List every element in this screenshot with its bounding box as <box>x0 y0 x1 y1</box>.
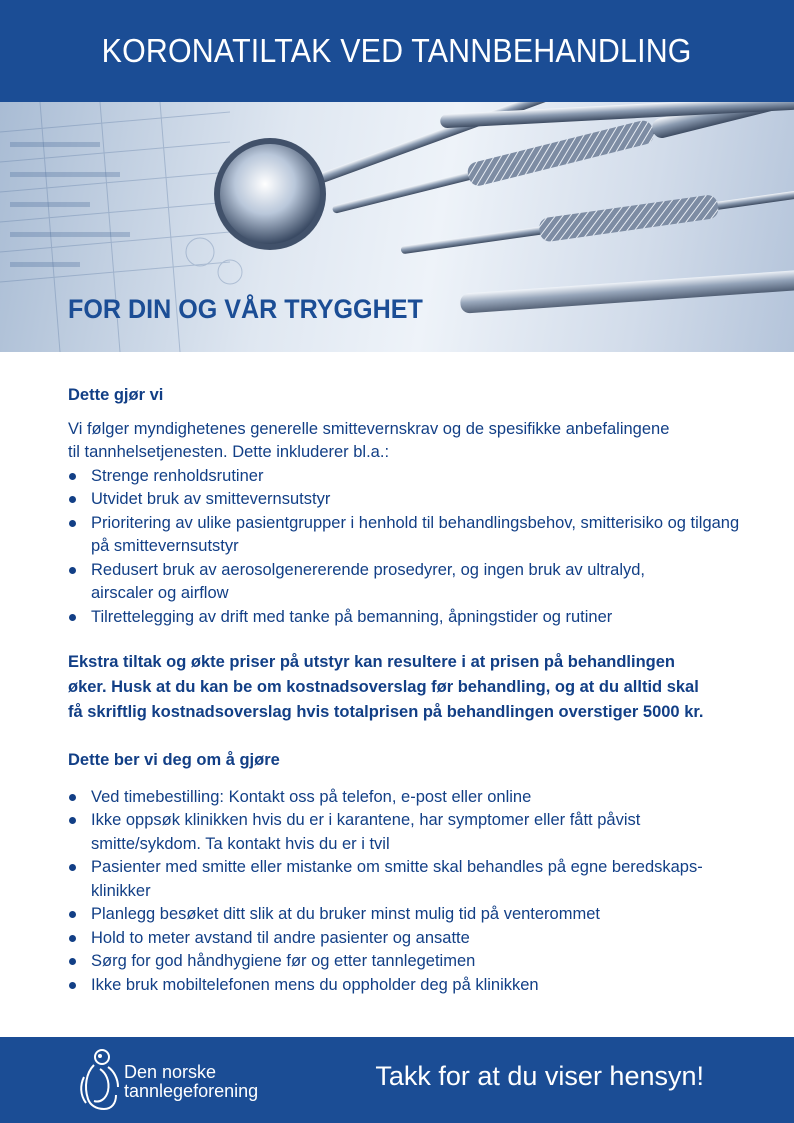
tannlegeforening-logo-icon <box>78 1047 122 1113</box>
list-item: Hold to meter avstand til andre pasienter og ansatte <box>68 927 748 951</box>
list-item: Sørg for god håndhygiene før og etter tannlegetimen <box>68 950 748 974</box>
measures-list <box>68 465 748 630</box>
notice-line-2: øker. Husk at du kan be om kostnadsoverslag før behandling, og at du alltid skal <box>68 678 699 696</box>
notice-line-1: Ekstra tiltak og økte priser på utstyr kan resultere i at prisen på behandlingen <box>68 653 676 671</box>
notice-line-3: få skriftlig kostnadsoverslag hvis totalprisen på behandlingen overstiger 5000 kr. <box>68 703 704 721</box>
requests-list <box>68 786 748 998</box>
intro-line-1: Vi følger myndighetenes generelle smittevernskrav og de spesifikke anbefalingene <box>68 419 670 438</box>
section1-intro <box>68 418 748 465</box>
list-item: Utvidet bruk av smittevernsutstyr <box>68 488 748 512</box>
page-title: KORONATILTAK VED TANNBEHANDLING <box>102 32 692 69</box>
hero-subtitle: FOR DIN OG VÅR TRYGGHET <box>68 294 423 324</box>
list-item: Planlegg besøket ditt slik at du bruker minst mulig tid på venterommet <box>68 903 748 927</box>
hero-image <box>0 102 794 352</box>
list-item: Ikke bruk mobiltelefonen mens du oppholder deg på klinikken <box>68 974 748 998</box>
intro-line-2: til tannhelsetjenesten. Dette inkluderer bl.a.: <box>68 443 390 461</box>
top-banner <box>0 0 794 102</box>
thanks-message: Takk for at du viser hensyn! <box>375 1061 704 1091</box>
list-item: Ikke oppsøk klinikken hvis du er i karantene, har symptomer eller fått påvist smitte/sykdom. Ta kontakt hvis du er i tvil <box>68 809 748 856</box>
list-item: Prioritering av ulike pasientgrupper i henhold til behandlingsbehov, smitterisiko og tilgang på smittevernsutstyr <box>68 512 748 559</box>
section1-heading: Dette gjør vi <box>68 386 164 404</box>
list-item: Ved timebestilling: Kontakt oss på telefon, e-post eller online <box>68 786 748 810</box>
organization-name <box>124 1063 258 1101</box>
org-line-1: Den norske <box>124 1062 217 1082</box>
list-item: Strenge renholdsrutiner <box>68 465 748 489</box>
section2-heading: Dette ber vi deg om å gjøre <box>68 751 280 769</box>
list-item: Redusert bruk av aerosolgenererende prosedyrer, og ingen bruk av ultralyd, airscaler og airflow <box>68 559 748 606</box>
price-notice <box>68 650 748 725</box>
bottom-banner <box>0 1037 794 1123</box>
list-item: Pasienter med smitte eller mistanke om smitte skal behandles på egne beredskaps-klinikker <box>68 856 748 903</box>
main-content <box>68 384 748 997</box>
org-line-2: tannlegeforening <box>124 1081 259 1101</box>
list-item: Tilrettelegging av drift med tanke på bemanning, åpningstider og rutiner <box>68 606 748 630</box>
